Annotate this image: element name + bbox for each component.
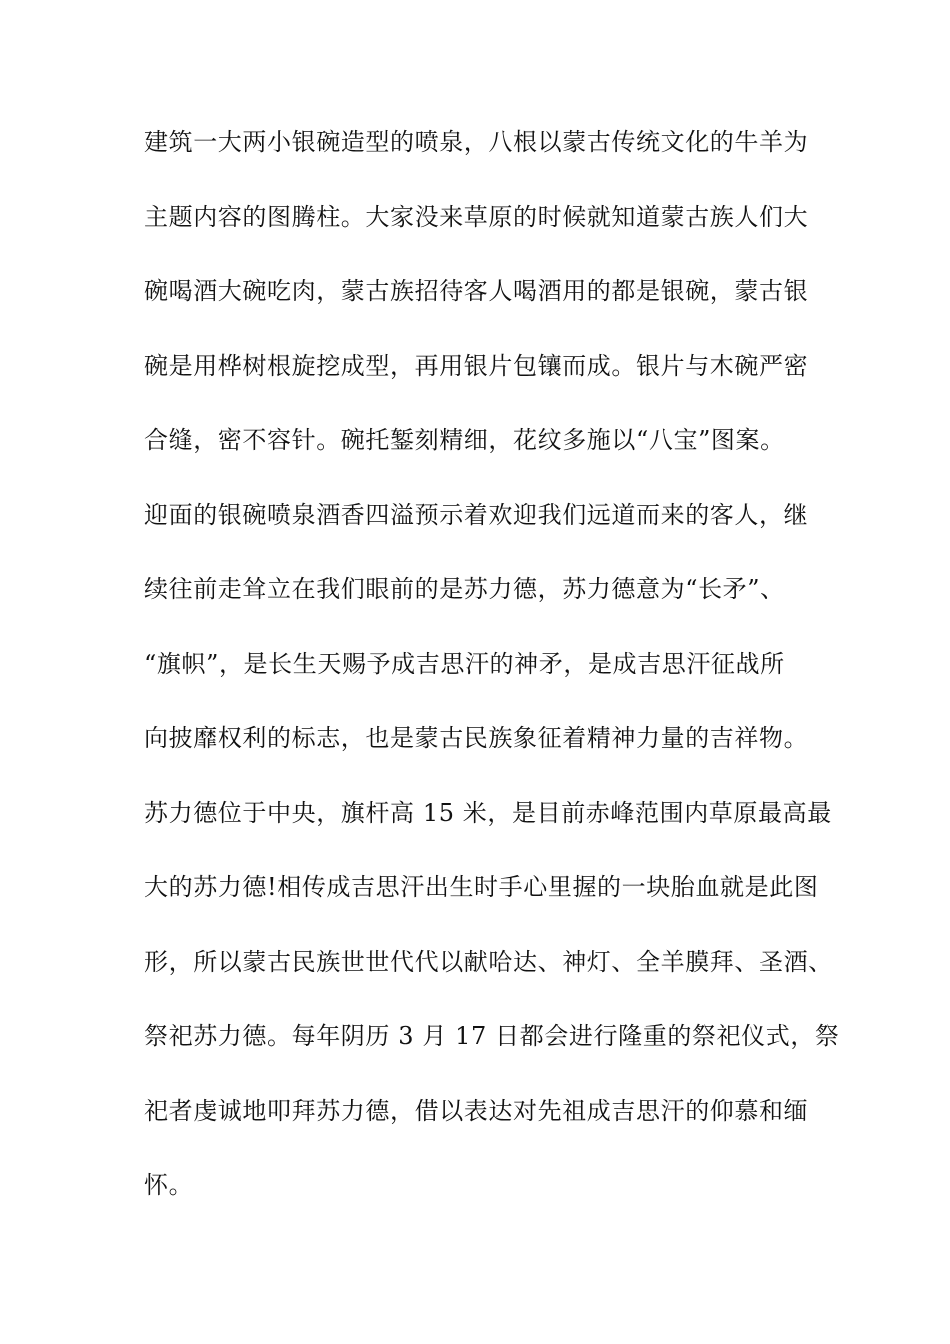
text-line: 主题内容的图腾柱。大家没来草原的时候就知道蒙古族人们大 [144,202,809,231]
text-line: 续往前走耸立在我们眼前的是苏力德，苏力德意为“长矛”、 [144,575,785,603]
text-line: 向披靡权利的标志，也是蒙古民族象征着精神力量的吉祥物。 [144,724,809,752]
text-line: 苏力德位于中央，旗杆高 15 米，是目前赤峰范围内草原最高最 [144,798,832,827]
text-line: 碗是用桦树根旋挖成型，再用银片包镶而成。银片与木碗严密 [144,351,809,380]
text-line: 大的苏力德!相传成吉思汗出生时手心里握的一块胎血就是此图 [144,873,819,901]
text-line: 建筑一大两小银碗造型的喷泉，八根以蒙古传统文化的牛羊为 [144,128,809,156]
text-line: 祭祀苏力德。每年阴历 3 月 17 日都会进行隆重的祭祀仪式，祭 [144,1022,840,1050]
body-text [144,130,844,1248]
text-line: 形，所以蒙古民族世世代代以献哈达、神灯、全羊膜拜、圣酒、 [144,947,833,976]
text-line: 迎面的银碗喷泉酒香四溢预示着欢迎我们远道而来的客人，继 [144,500,809,529]
text-line: 碗喝酒大碗吃肉，蒙古族招待客人喝酒用的都是银碗，蒙古银 [144,277,809,305]
text-line: “旗帜”，是长生天赐予成吉思汗的神矛，是成吉思汗征战所 [144,649,785,678]
text-line: 合缝，密不容针。碗托錾刻精细，花纹多施以“八宝”图案。 [144,426,785,454]
text-line: 怀。 [144,1171,194,1199]
text-line: 祀者虔诚地叩拜苏力德，借以表达对先祖成吉思汗的仰慕和缅 [144,1096,809,1125]
